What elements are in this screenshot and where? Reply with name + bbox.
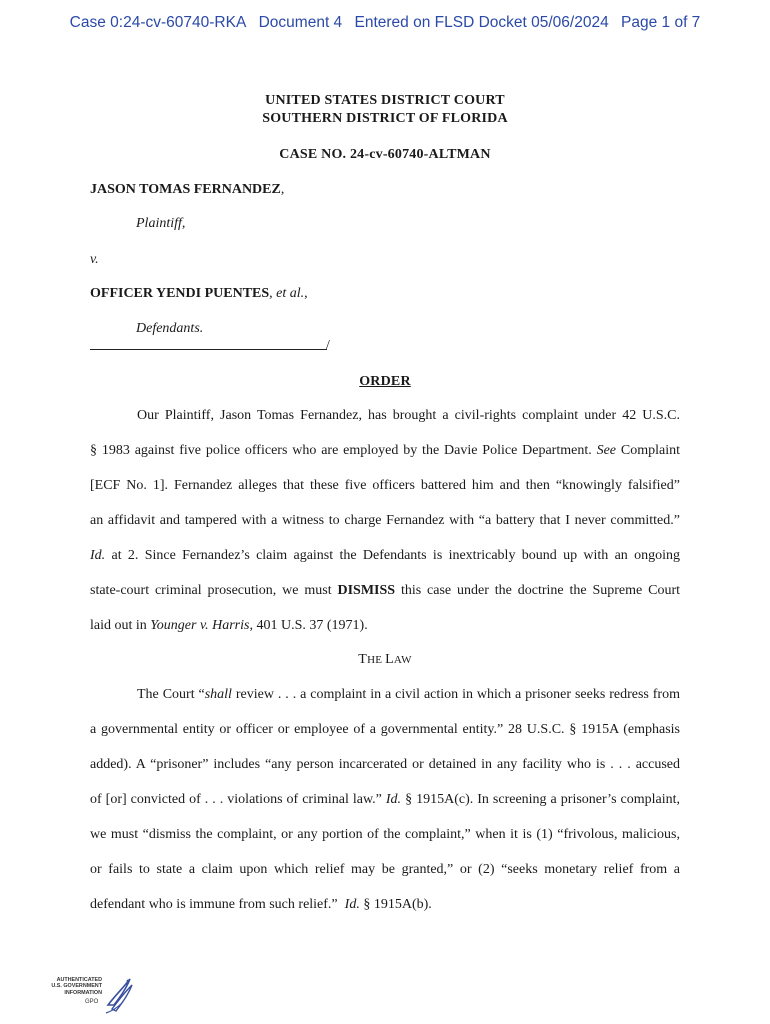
para1-line4: an affidavit and tampered with a witness to charge Fernandez with “a battery that I never committed.” [90,513,680,528]
law-heading-t: T [358,652,368,667]
defendant-separator: , [269,286,277,301]
para2-line4-text: of [or] convicted of . . . violations of criminal law.” [90,792,386,807]
para1-line1: Our Plaintiff, Jason Tomas Fernandez, has brought a civil-rights complaint under 42 U.S.C. [137,408,680,423]
para1-line6-end: this case under the doctrine the Supreme Court [395,583,680,598]
para2-line1 [137,687,680,703]
para2-line6: or fails to state a claim upon which relief may be granted,” or (2) “seeks monetary relief from a [90,862,680,877]
para1-line7-text: laid out in [90,618,151,633]
para1-line3: [ECF No. 1]. Fernandez alleges that these five officers battered him and then “knowingly falsified” [90,478,680,493]
para2-id-cite-1: Id. [385,792,402,807]
law-heading-aw: AW [393,654,412,666]
para2-line2: a governmental entity or officer or employee of a governmental entity.” 28 U.S.C. § 1915A (emphasis [90,722,680,737]
gpo-authentication-seal [44,975,134,1017]
defendant-line [90,286,308,302]
law-heading-l: L [385,652,394,667]
para1-line5 [90,548,680,564]
defendant-role: Defendants. [136,321,204,336]
para1-line6-text: state-court criminal prosecution, we must [90,583,338,598]
gpo-seal-line2: U.S. GOVERNMENT [51,983,102,990]
versus-label: v. [90,252,99,267]
plaintiff-name: JASON TOMAS FERNANDEZ [90,182,281,197]
para2-line4-end: § 1915A(c). In screening a prisoner’s complaint, [401,792,681,807]
para1-id-cite: Id. [90,548,106,563]
law-heading [0,652,770,668]
para2-id-cite-2: Id. [344,897,360,912]
caption-rule [90,349,327,350]
header-document-number: Document 4 [258,14,343,31]
law-heading-he: HE [367,654,386,666]
para1-line2 [90,443,680,459]
para2-line3: added). A “prisoner” includes “any person incarcerated or detained in any facility who is . . . accused [90,757,680,772]
gpo-seal-line1: AUTHENTICATED [56,977,102,983]
para1-younger-cite: Younger v. Harris [150,618,250,633]
defendant-comma: , [304,286,308,301]
gpo-seal-line3: INFORMATION [64,989,102,996]
header-entered-date: Entered on FLSD Docket 05/06/2024 [354,14,609,31]
para2-line5: we must “dismiss the complaint, or any portion of the complaint,” when it is (1) “frivolous, malicious, [90,827,680,842]
para1-line7 [90,618,680,634]
plaintiff-role: Plaintiff, [136,216,186,231]
para2-line1-text: The Court “ [137,687,205,702]
para2-line7 [90,897,680,913]
gpo-label: GPO [85,999,99,1005]
defendant-name: OFFICER YENDI PUENTES [90,286,270,301]
gpo-seal-text [44,977,102,996]
para1-line2-text: § 1983 against five police officers who are employed by the Davie Police Department. [90,443,597,458]
para1-see-signal: See [596,443,617,458]
caption-rule-end: / [326,338,330,353]
para1-line6 [90,583,680,599]
para1-line5-text: at 2. Since Fernandez’s claim against the Defendants is inextricably bound up with an ongoing [105,548,680,563]
para2-line4 [90,792,680,808]
header-case-number: Case 0:24-cv-60740-RKA [69,14,247,31]
para1-line2-end: Complaint [616,443,680,458]
header-page-number: Page 1 of 7 [621,14,701,31]
plaintiff-comma: , [280,182,285,197]
para1-line7-end: , 401 U.S. 37 (1971). [249,618,368,633]
order-heading: ORDER [359,374,411,389]
court-name-line: UNITED STATES DISTRICT COURT [265,93,505,108]
para2-line7-end: § 1915A(b). [359,897,432,912]
filing-header [0,14,770,32]
plaintiff-line [90,182,284,198]
para1-dismiss: DISMISS [337,583,396,598]
defendant-et-al: et al. [276,286,305,301]
para2-shall: shall [204,687,232,702]
para2-line1-end: review . . . a complaint in a civil action in which a prisoner seeks redress from [231,687,680,702]
para2-line7-text: defendant who is immune from such relief.” [90,897,345,912]
court-district-line: SOUTHERN DISTRICT OF FLORIDA [262,111,508,126]
eagle-icon [104,975,134,1017]
case-number-line: CASE NO. 24-cv-60740-ALTMAN [279,147,491,162]
